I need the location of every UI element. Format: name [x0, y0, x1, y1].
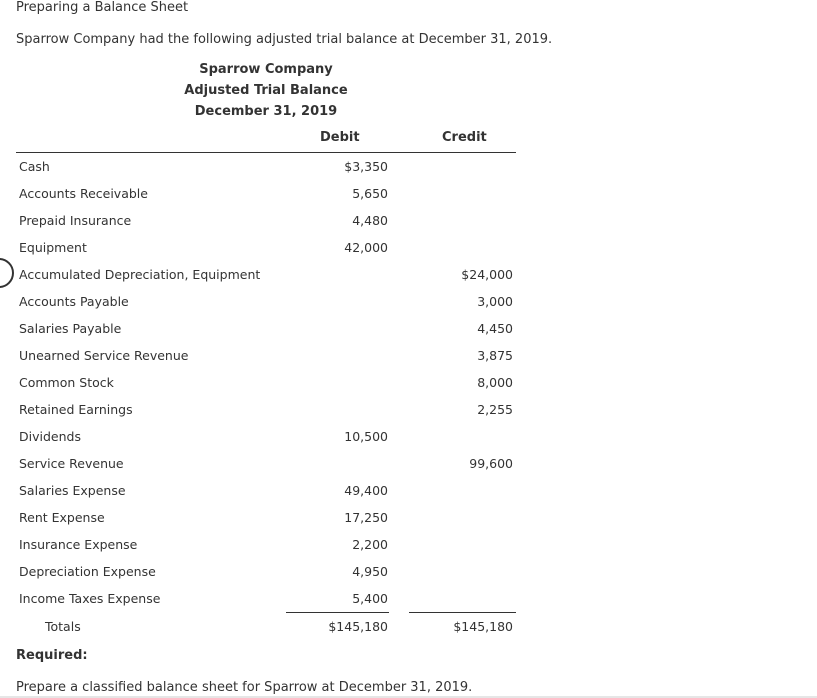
table-row	[0, 348, 520, 375]
account-name: Cash	[19, 159, 50, 174]
credit-amount: 3,875	[477, 348, 513, 363]
debit-header: Debit	[320, 130, 360, 145]
account-name: Prepaid Insurance	[19, 213, 132, 228]
account-name: Accumulated Depreciation, Equipment	[19, 267, 261, 282]
account-name: Salaries Expense	[19, 483, 126, 498]
credit-amount: 8,000	[477, 375, 513, 390]
debit-sum-rule	[286, 612, 389, 613]
account-name: Service Revenue	[19, 456, 124, 471]
credit-sum-rule	[409, 612, 516, 613]
debit-amount: 4,950	[352, 564, 388, 579]
table-row	[0, 591, 520, 618]
account-name: Equipment	[19, 240, 87, 255]
credit-amount: 2,255	[477, 402, 513, 417]
table-row	[0, 510, 520, 537]
table-row	[0, 537, 520, 564]
table-row	[0, 456, 520, 483]
debit-amount: 17,250	[344, 510, 388, 525]
header-rule	[16, 152, 516, 153]
debit-amount: 4,480	[352, 213, 388, 228]
debit-amount: 2,200	[352, 537, 388, 552]
total-debit: $145,180	[328, 619, 388, 634]
debit-amount: 5,650	[352, 186, 388, 201]
required-label: Required:	[16, 648, 88, 663]
account-name: Income Taxes Expense	[19, 591, 161, 606]
table-row	[0, 159, 520, 186]
table-row	[0, 429, 520, 456]
account-name: Insurance Expense	[19, 537, 138, 552]
company-name: Sparrow Company	[199, 62, 333, 77]
table-row	[0, 483, 520, 510]
statement-name: Adjusted Trial Balance	[184, 83, 348, 98]
intro-text: Sparrow Company had the following adjusted trial balance at December 31, 2019.	[16, 32, 553, 47]
account-name: Depreciation Expense	[19, 564, 156, 579]
table-row	[0, 213, 520, 240]
table-row	[0, 186, 520, 213]
table-row	[0, 564, 520, 591]
total-credit: $145,180	[453, 619, 513, 634]
page-title: Preparing a Balance Sheet	[16, 0, 189, 15]
account-name: Accounts Payable	[19, 294, 129, 309]
credit-amount: $24,000	[461, 267, 513, 282]
debit-amount: $3,350	[344, 159, 388, 174]
table-row	[0, 294, 520, 321]
debit-amount: 49,400	[344, 483, 388, 498]
account-name: Accounts Receivable	[19, 186, 148, 201]
credit-amount: 99,600	[469, 456, 513, 471]
credit-header: Credit	[442, 130, 487, 145]
task-text: Prepare a classified balance sheet for Sparrow at December 31, 2019.	[16, 680, 473, 695]
table-row	[0, 321, 520, 348]
credit-amount: 4,450	[477, 321, 513, 336]
debit-amount: 10,500	[344, 429, 388, 444]
table-row	[0, 240, 520, 267]
account-name: Dividends	[19, 429, 81, 444]
account-name: Retained Earnings	[19, 402, 133, 417]
credit-amount: 3,000	[477, 294, 513, 309]
account-name: Salaries Payable	[19, 321, 122, 336]
statement-date: December 31, 2019	[194, 104, 338, 119]
table-row	[0, 267, 520, 294]
table-row	[0, 402, 520, 429]
totals-label: Totals	[45, 619, 81, 634]
debit-amount: 5,400	[352, 591, 388, 606]
debit-amount: 42,000	[344, 240, 388, 255]
table-row	[0, 375, 520, 402]
account-name: Rent Expense	[19, 510, 105, 525]
account-name: Common Stock	[19, 375, 114, 390]
account-name: Unearned Service Revenue	[19, 348, 189, 363]
